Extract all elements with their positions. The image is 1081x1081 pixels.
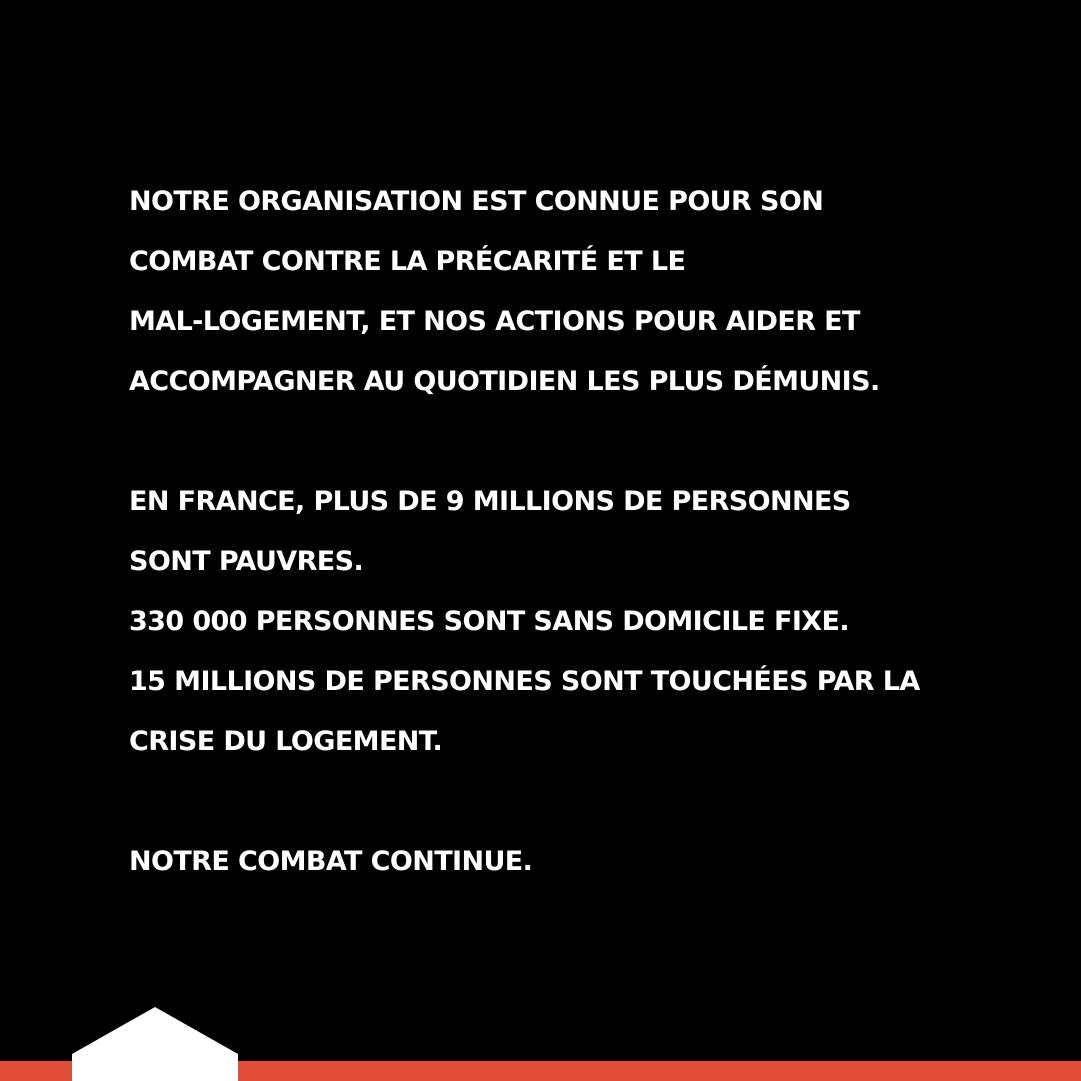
paragraph-spacer [129,772,1029,832]
stats-line-1: EN FRANCE, PLUS DE 9 MILLIONS DE PERSONNES [129,486,851,517]
closing-statement: NOTRE COMBAT CONTINUE. [129,846,533,877]
stats-line-5: CRISE DU LOGEMENT. [129,726,443,757]
intro-line-4: ACCOMPAGNER AU QUOTIDIEN LES PLUS DÉMUNIS. [129,366,880,397]
paragraph-spacer [129,412,1029,472]
house-roof-icon [72,1007,238,1081]
intro-line-2: COMBAT CONTRE LA PRÉCARITÉ ET LE [129,246,686,277]
paragraph-statistics [129,472,1029,772]
stats-line-4: 15 MILLIONS DE PERSONNES SONT TOUCHÉES PAR LA [129,666,920,697]
intro-line-3: MAL-LOGEMENT, ET NOS ACTIONS POUR AIDER ET [129,306,860,337]
paragraph-intro [129,172,1029,412]
stats-line-3: 330 000 PERSONNES SONT SANS DOMICILE FIXE. [129,606,850,637]
intro-line-1: NOTRE ORGANISATION EST CONNUE POUR SON [129,186,824,217]
main-text-block [129,172,1029,892]
stats-line-2: SONT PAUVRES. [129,546,364,577]
